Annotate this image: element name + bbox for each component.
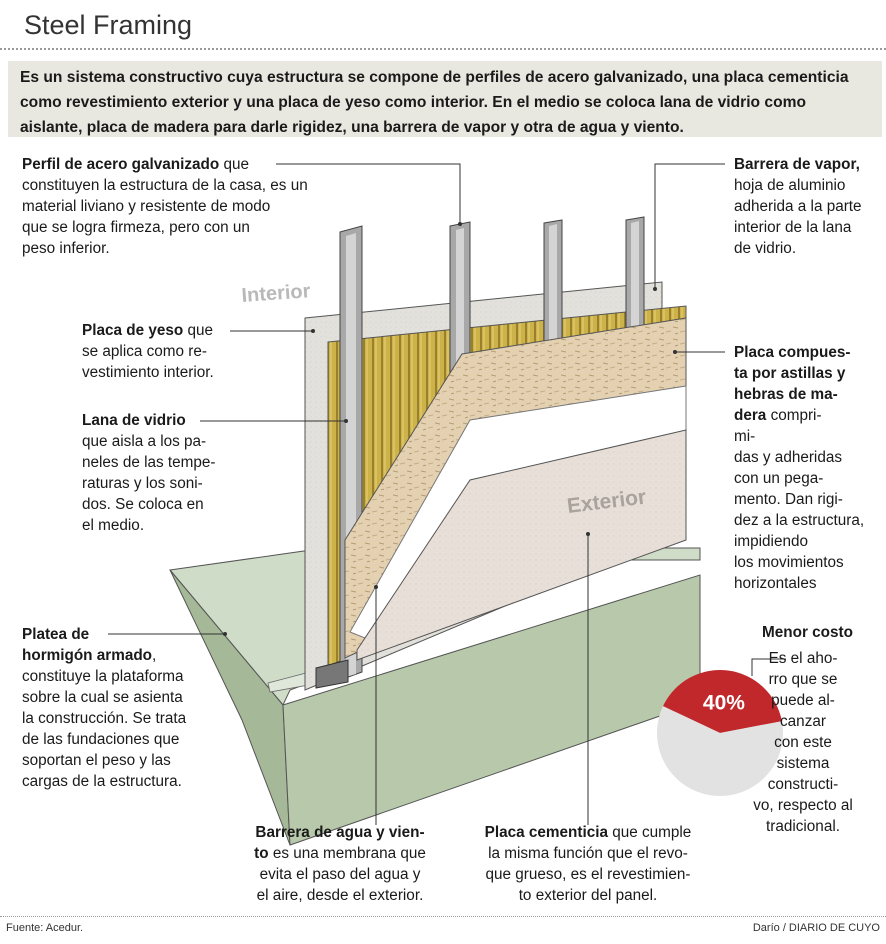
label-perfil-title: Perfil de acero galvanizado: [22, 156, 220, 173]
footer-divider: [0, 916, 886, 917]
label-cementicia-title: Placa cementicia: [484, 824, 608, 841]
label-costo: Es el aho- rro que se puede al- canzar con este sistema constructi- vo, respecto al tradicional.: [753, 650, 853, 835]
pie-slice-label: 40%: [702, 691, 745, 715]
intro-paragraph: Es un sistema constructivo cuya estructura se compone de perfiles de acero galvanizado, una placa cementicia como revestimiento exterior y una placa de yeso como interior. En el medio se coloca lana de vidrio como aislante, placa de madera para darle rigidez, una barrera de vapor y otra de agua y viento.: [8, 61, 882, 137]
exterior-label: Exterior: [565, 485, 648, 518]
label-yeso: Placa de yeso que se aplica como re- vestimiento interior.: [82, 322, 214, 381]
footer-source: Fuente: Acedur.: [6, 922, 84, 934]
label-agua: Barrera de agua y vien- to es una membrana que evita el paso del agua y el aire, desde el exterior.: [254, 824, 426, 904]
page-title: Steel Framing: [24, 10, 193, 40]
label-yeso-title: Placa de yeso: [82, 322, 184, 339]
label-costo-heading: Menor costo: [762, 624, 853, 641]
label-cementicia: Placa cementicia que cumple la misma función que el revo- que grueso, es el revestimien- to exterior del panel.: [484, 824, 692, 904]
label-perfil: Perfil de acero galvanizado que constituyen la estructura de la casa, es un material liviano y resistente de modo que se logra firmeza, pero con un peso inferior.: [22, 156, 308, 257]
leader-vapor: [655, 164, 725, 288]
label-lana: Lana de vidrio que aisla a los pa- neles de las tempe- raturas y los soni- dos. Se coloca en el medio.: [82, 412, 216, 534]
interior-label: Interior: [240, 280, 312, 307]
label-compuesta: Placa compues- ta por astillas y hebras de ma- dera compri- mi- das y adheridas con un pega- mento. Dan rigi- dez a la estructura, impidiendo los movimientos horizontales: [734, 344, 865, 592]
label-vapor-title: Barrera de vapor,: [734, 156, 860, 173]
label-platea: Platea de hormigón armado, constituye la plataforma sobre la cual se asienta la construcción. Se trata de las fundaciones que soportan el peso y las cargas de la estructura.: [22, 626, 187, 790]
label-vapor: Barrera de vapor, hoja de aluminio adherida a la parte interior de la lana de vidrio.: [734, 156, 862, 257]
label-lana-title: Lana de vidrio: [82, 412, 186, 429]
footer-credit: Darío / DIARIO DE CUYO: [752, 922, 880, 934]
